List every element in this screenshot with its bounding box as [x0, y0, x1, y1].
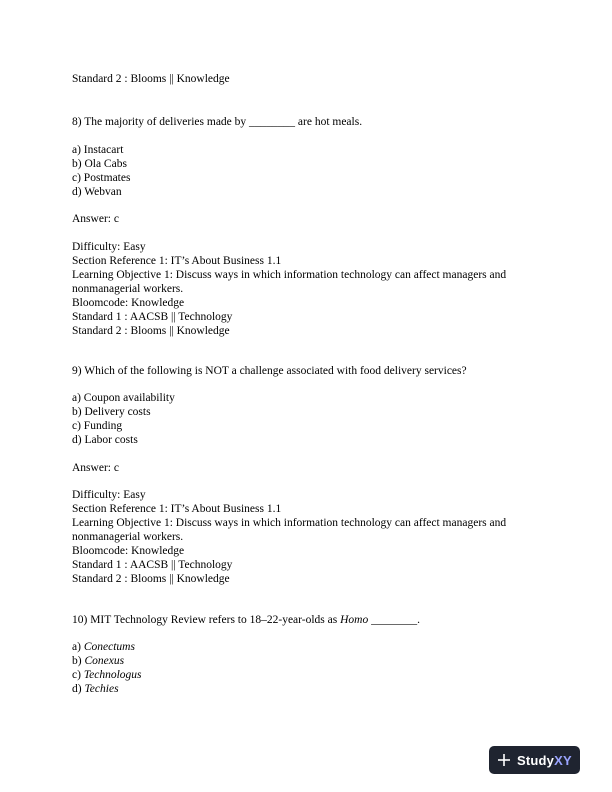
q8-difficulty: Difficulty: Easy [72, 241, 146, 253]
brand-main: Study [517, 752, 555, 768]
q8-option-d: d) Webvan [72, 186, 122, 198]
standard2-line: Standard 2 : Blooms || Knowledge [72, 73, 230, 85]
q8-option-b: b) Ola Cabs [72, 158, 127, 170]
q10-question-prefix: 10) MIT Technology Review refers to 18–22-year-olds as [72, 614, 341, 626]
q10-question-italic: Homo [340, 614, 369, 626]
q8-learning-objective: Learning Objective 1: Discuss ways in which information technology can affect managers and [72, 269, 507, 281]
q10-option-d [72, 682, 119, 696]
studyxy-badge[interactable] [489, 746, 580, 774]
q10-option-letter: d) [72, 683, 85, 695]
q9-option-c: c) Funding [72, 420, 123, 432]
q8-bloomcode: Bloomcode: Knowledge [72, 297, 185, 309]
q9-standard1: Standard 1 : AACSB || Technology [72, 559, 233, 571]
q9-difficulty: Difficulty: Easy [72, 489, 146, 501]
q9-option-d: d) Labor costs [72, 434, 138, 446]
q9-standard2: Standard 2 : Blooms || Knowledge [72, 573, 230, 585]
q8-standard2: Standard 2 : Blooms || Knowledge [72, 325, 230, 337]
q8-option-c: c) Postmates [72, 172, 131, 184]
q9-option-a: a) Coupon availability [72, 392, 175, 404]
q10-option-text: Technologus [83, 669, 142, 681]
q10-option-letter: c) [72, 669, 84, 681]
q10-option-b [72, 654, 124, 668]
question-10 [72, 613, 420, 627]
studyxy-logo-text [517, 753, 572, 768]
brand-accent: XY [554, 752, 572, 768]
q9-answer: Answer: c [72, 462, 119, 474]
q10-option-text: Conectums [83, 641, 135, 653]
q10-question-suffix: ________. [368, 614, 420, 626]
q8-standard1: Standard 1 : AACSB || Technology [72, 311, 233, 323]
q9-option-b: b) Delivery costs [72, 406, 151, 418]
q8-section-reference: Section Reference 1: IT’s About Business 1.1 [72, 255, 282, 267]
q9-learning-objective: Learning Objective 1: Discuss ways in which information technology can affect managers and [72, 517, 507, 529]
q10-option-text: Conexus [84, 655, 125, 667]
q8-option-a: a) Instacart [72, 144, 124, 156]
q8-answer: Answer: c [72, 213, 119, 225]
question-8: 8) The majority of deliveries made by ________ are hot meals. [72, 116, 363, 128]
q9-section-reference: Section Reference 1: IT’s About Business 1.1 [72, 503, 282, 515]
q9-bloomcode: Bloomcode: Knowledge [72, 545, 185, 557]
q9-learning-objective-cont: nonmanagerial workers. [72, 531, 184, 543]
q10-option-c [72, 668, 142, 682]
q10-option-text: Techies [84, 683, 119, 695]
q10-option-a [72, 640, 135, 654]
q10-option-letter: b) [72, 655, 85, 667]
q10-option-letter: a) [72, 641, 84, 653]
plus-icon [497, 753, 511, 767]
q8-learning-objective-cont: nonmanagerial workers. [72, 283, 184, 295]
question-9: 9) Which of the following is NOT a challenge associated with food delivery services? [72, 365, 467, 377]
